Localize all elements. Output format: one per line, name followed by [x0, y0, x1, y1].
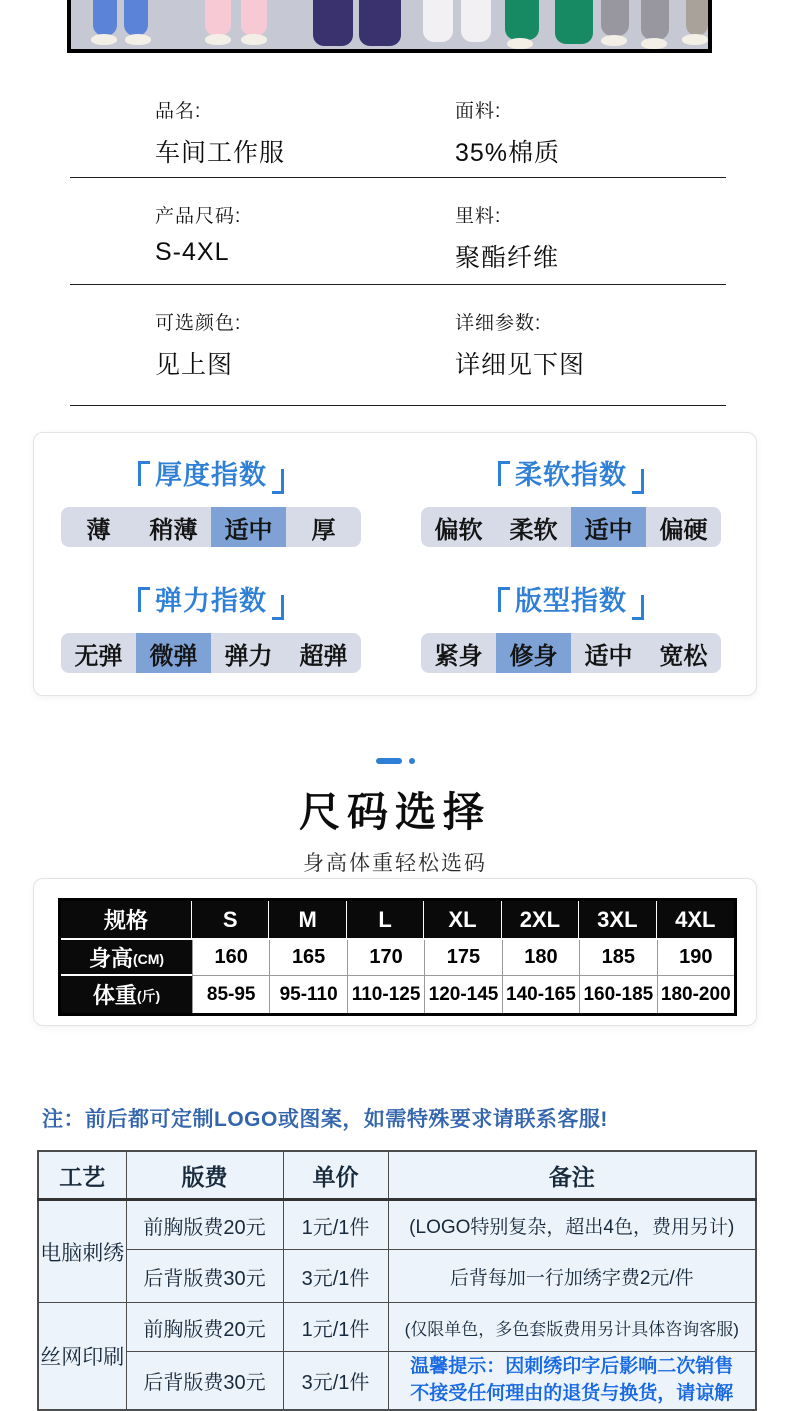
size-cell: 160-185	[579, 976, 656, 1013]
shoe	[205, 34, 231, 45]
size-cell: 170	[347, 940, 424, 976]
process-screen-print: 丝网印刷	[38, 1303, 126, 1411]
info-label: 里料:	[455, 206, 502, 227]
size-header-cell: 4XL	[657, 901, 734, 938]
info-item-fabric	[455, 96, 560, 169]
index-group-elasticity	[61, 583, 361, 673]
size-section-title: 尺码选择	[299, 789, 491, 835]
info-label: 品名:	[155, 101, 202, 122]
remark-cell: (仅限单色，多色套版费用另计具体咨询客服)	[388, 1303, 756, 1352]
size-cell: 140-165	[502, 976, 579, 1013]
process-embroidery: 电脑刺绣	[38, 1200, 126, 1303]
index-option: 薄	[86, 514, 111, 544]
info-value: S-4XL	[155, 238, 230, 266]
row-label: 体重 (斤)	[61, 976, 192, 1013]
bracket-right-icon	[632, 469, 644, 494]
model-blue-pants	[93, 0, 151, 53]
shoe	[125, 34, 151, 45]
pant-leg	[641, 0, 669, 40]
index-title: 柔软指数	[421, 457, 721, 497]
pant-leg	[505, 0, 539, 40]
row-label: 身高 (CM)	[61, 940, 192, 976]
fee-cell: 前胸版费20元	[126, 1200, 283, 1250]
warm-tip-line: 温馨提示：因刺绣印字后影响二次销售	[410, 1355, 734, 1377]
remark-cell: 后背每加一行加绣字费2元/件	[388, 1250, 756, 1303]
index-option-selected: 修身	[496, 633, 571, 673]
size-cell: 180	[502, 940, 579, 976]
info-value: 聚酯纤维	[455, 244, 560, 272]
dash-icon	[376, 758, 402, 764]
model-partial-pants	[686, 0, 710, 53]
shoe	[507, 38, 533, 49]
index-option-bar	[421, 507, 721, 547]
index-title: 厚度指数	[61, 457, 361, 497]
size-cell: 175	[424, 940, 501, 976]
custom-table-header-row	[38, 1151, 756, 1200]
pant-leg	[423, 0, 453, 42]
index-option-selected: 微弹	[136, 633, 211, 673]
size-table	[58, 898, 737, 1016]
remark-cell: (LOGO特别复杂，超出4色，费用另计)	[388, 1200, 756, 1250]
pant-leg	[205, 0, 231, 36]
pant-leg	[124, 0, 148, 36]
price-cell: 3元/1件	[283, 1352, 388, 1411]
table-row	[38, 1250, 756, 1303]
pant-leg	[461, 0, 491, 42]
index-option: 超弹	[299, 640, 348, 670]
size-header-cell: L	[347, 901, 424, 938]
shoe	[641, 38, 667, 49]
product-photo-strip	[67, 0, 712, 53]
bracket-right-icon	[272, 595, 284, 620]
dot-icon	[409, 758, 415, 764]
shoe	[241, 34, 267, 45]
index-option: 厚	[311, 514, 336, 544]
fee-cell: 后背版费30元	[126, 1352, 283, 1411]
info-row	[70, 285, 726, 406]
customization-table	[37, 1150, 757, 1411]
fabric-index-card	[33, 432, 757, 696]
index-option: 弹力	[224, 640, 273, 670]
price-cell: 1元/1件	[283, 1200, 388, 1250]
size-section-subtitle: 身高体重轻松选码	[303, 852, 487, 875]
size-table-row-height	[61, 940, 734, 976]
product-info-section	[70, 73, 726, 406]
index-option: 宽松	[659, 640, 708, 670]
pant-leg	[555, 0, 593, 44]
info-label: 面料:	[455, 101, 502, 122]
info-label: 可选颜色:	[155, 313, 242, 334]
shoe	[91, 34, 117, 45]
dash-dot-decoration	[0, 752, 790, 770]
index-option: 偏软	[434, 514, 483, 544]
size-cell: 120-145	[424, 976, 501, 1013]
info-label: 详细参数:	[455, 313, 542, 334]
size-cell: 95-110	[269, 976, 346, 1013]
bracket-right-icon	[632, 595, 644, 620]
warm-tip-line: 不接受任何理由的退货与换货，请谅解	[410, 1382, 734, 1404]
size-cell: 165	[269, 940, 346, 976]
size-cell: 110-125	[347, 976, 424, 1013]
fee-cell: 后背版费30元	[126, 1250, 283, 1303]
size-header-cell: 2XL	[502, 901, 579, 938]
table-row	[38, 1352, 756, 1411]
bracket-left-icon	[138, 461, 150, 486]
bracket-left-icon	[498, 461, 510, 486]
size-section-header	[0, 752, 790, 877]
info-value: 35%棉质	[455, 139, 561, 167]
index-option-selected: 适中	[211, 507, 286, 547]
index-group-thickness	[61, 457, 361, 547]
table-row	[38, 1303, 756, 1352]
price-cell: 3元/1件	[283, 1250, 388, 1303]
model-gray-pants	[601, 0, 679, 53]
pant-leg	[686, 0, 708, 36]
size-table-card	[33, 878, 757, 1026]
header-unit-price: 单价	[283, 1151, 388, 1200]
size-header-cell: XL	[424, 901, 501, 938]
customization-note: 注：前后都可定制LOGO或图案，如需特殊要求请联系客服!	[42, 1108, 608, 1131]
size-cell: 185	[579, 940, 656, 976]
index-group-softness	[421, 457, 721, 547]
index-option: 柔软	[509, 514, 558, 544]
info-item-lining	[455, 201, 559, 274]
index-group-fit	[421, 583, 721, 673]
model-green-pants	[505, 0, 595, 53]
index-option: 稍薄	[149, 514, 198, 544]
index-title: 弹力指数	[61, 583, 361, 623]
pant-leg	[241, 0, 267, 36]
size-header-cell: M	[269, 901, 346, 938]
index-option-bar	[421, 633, 721, 673]
info-item-name	[155, 96, 285, 169]
info-value: 车间工作服	[155, 139, 286, 167]
size-table-header-row	[61, 901, 734, 940]
size-cell: 85-95	[192, 976, 269, 1013]
index-title: 版型指数	[421, 583, 721, 623]
pant-leg	[359, 0, 401, 46]
info-row	[70, 73, 726, 178]
header-remark: 备注	[388, 1151, 756, 1200]
info-row	[70, 178, 726, 285]
size-header-cell: 3XL	[579, 901, 656, 938]
size-table-row-weight	[61, 976, 734, 1013]
pant-leg	[313, 0, 353, 46]
remark-tip-cell	[388, 1352, 756, 1411]
size-cell: 180-200	[657, 976, 734, 1013]
info-item-sizes	[155, 201, 241, 267]
info-label: 产品尺码:	[155, 206, 242, 227]
size-header-cell: S	[192, 901, 269, 938]
size-header-cell: 规格	[61, 901, 192, 938]
index-option: 紧身	[434, 640, 483, 670]
pant-leg	[93, 0, 117, 36]
header-plate-fee: 版费	[126, 1151, 283, 1200]
fee-cell: 前胸版费20元	[126, 1303, 283, 1352]
size-cell: 160	[192, 940, 269, 976]
model-pink-pants	[205, 0, 267, 53]
shoe	[682, 34, 708, 45]
header-process: 工艺	[38, 1151, 126, 1200]
info-item-colors	[155, 308, 241, 381]
model-white-pants	[423, 0, 493, 53]
bracket-right-icon	[272, 469, 284, 494]
info-item-params	[455, 308, 585, 381]
pant-leg	[601, 0, 629, 36]
bracket-left-icon	[138, 587, 150, 612]
index-option-bar	[61, 633, 361, 673]
model-navy-pants	[313, 0, 403, 53]
index-option: 偏硬	[659, 514, 708, 544]
bracket-left-icon	[498, 587, 510, 612]
index-option: 无弹	[74, 640, 123, 670]
info-value: 详细见下图	[455, 351, 586, 379]
info-value: 见上图	[155, 351, 234, 379]
shoe	[601, 35, 627, 46]
price-cell: 1元/1件	[283, 1303, 388, 1352]
index-option: 适中	[584, 640, 633, 670]
table-row	[38, 1200, 756, 1250]
size-cell: 190	[657, 940, 734, 976]
index-option-selected: 适中	[571, 507, 646, 547]
index-option-bar	[61, 507, 361, 547]
